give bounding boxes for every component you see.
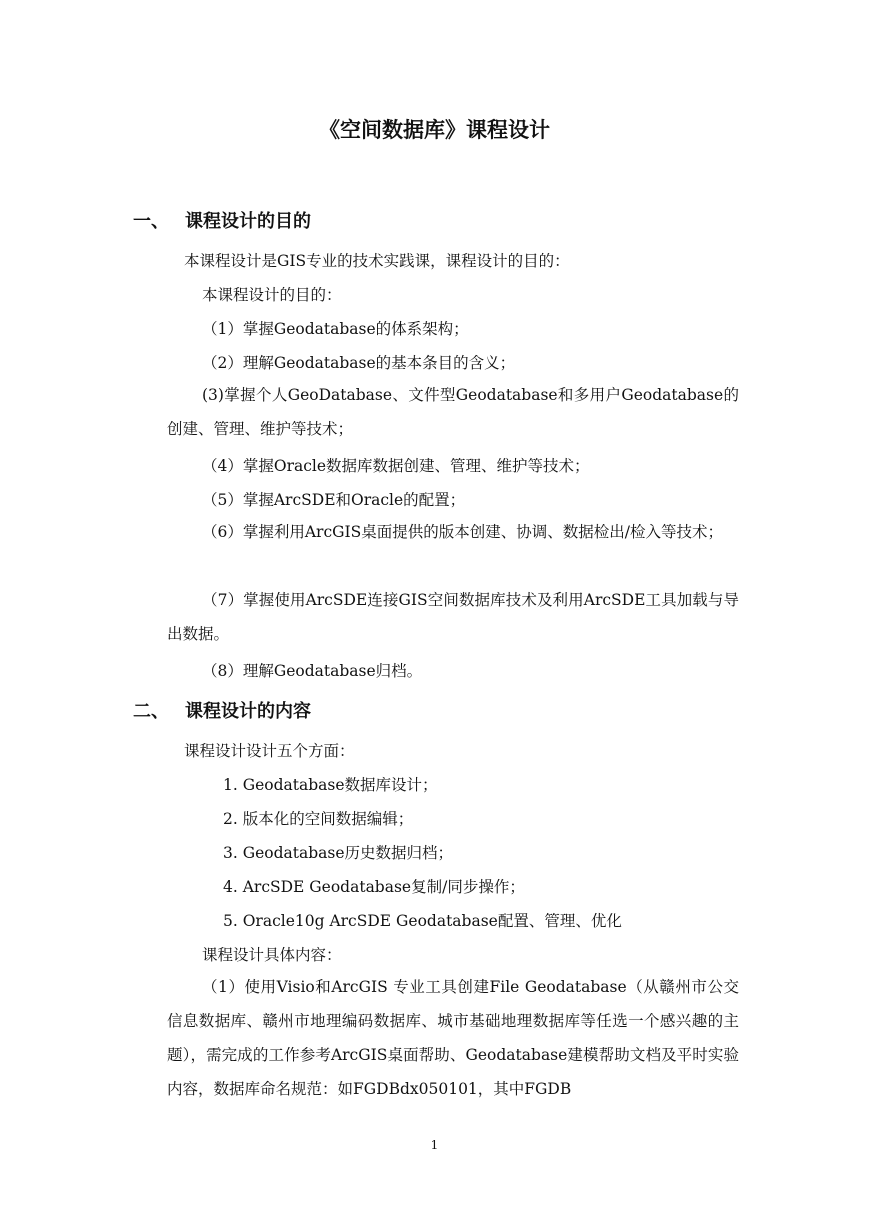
objective-item: (3)掌握个人GeoDatabase、文件型Geodatabase和多用户Geodatabase的创建、管理、维护等技术； bbox=[167, 386, 739, 438]
objective-item: （5）掌握ArcSDE和Oracle的配置； bbox=[202, 491, 466, 509]
objective-item: （2）理解Geodatabase的基本条目的含义； bbox=[202, 354, 516, 372]
section-2-number: 二、 bbox=[133, 701, 169, 722]
content-list-item: 2. 版本化的空间数据编辑； bbox=[223, 810, 414, 828]
section-2-heading bbox=[133, 697, 311, 723]
detail-label: 课程设计具体内容： bbox=[202, 946, 342, 964]
content-list-item: 1. Geodatabase数据库设计； bbox=[223, 776, 438, 794]
section-1-number: 一、 bbox=[133, 211, 169, 232]
section-1-heading bbox=[133, 207, 311, 233]
section-1-sub: 本课程设计的目的： bbox=[202, 286, 342, 304]
section-2-title: 课程设计的内容 bbox=[185, 701, 311, 722]
detail-paragraph: （1）使用Visio和ArcGIS 专业工具创建File Geodatabase（从赣州市公交信息数据库、赣州市地理编码数据库、城市基础地理数据库等任选一个感兴趣的主题），需完成的工作参考ArcGIS桌面帮助、Geodatabase建模帮助文档及平时实验内容，数据库命名规范：如FGDBdx050101，其中FGDB bbox=[167, 978, 739, 1098]
content-list-item: 4. ArcSDE Geodatabase复制/同步操作； bbox=[223, 878, 525, 896]
content-list-item: 3. Geodatabase历史数据归档； bbox=[223, 844, 454, 862]
document-title: 《空间数据库》课程设计 bbox=[319, 118, 550, 142]
content-list-item: 5. Oracle10g ArcSDE Geodatabase配置、管理、优化 bbox=[223, 912, 622, 930]
page-number: 1 bbox=[430, 1138, 439, 1152]
section-1-title: 课程设计的目的 bbox=[185, 211, 311, 232]
objective-item: （7）掌握使用ArcSDE连接GIS空间数据库技术及利用ArcSDE工具加载与导出数据。 bbox=[167, 591, 739, 643]
section-2-intro: 课程设计设计五个方面： bbox=[184, 742, 355, 760]
objective-item: （8）理解Geodatabase归档。 bbox=[202, 662, 423, 680]
section-1-intro: 本课程设计是GIS专业的技术实践课，课程设计的目的： bbox=[184, 252, 570, 270]
objective-item: （4）掌握Oracle数据库数据创建、管理、维护等技术； bbox=[202, 457, 590, 475]
objective-item: （6）掌握利用ArcGIS桌面提供的版本创建、协调、数据检出/检入等技术； bbox=[202, 523, 723, 541]
objective-item: （1）掌握Geodatabase的体系架构； bbox=[202, 320, 469, 338]
